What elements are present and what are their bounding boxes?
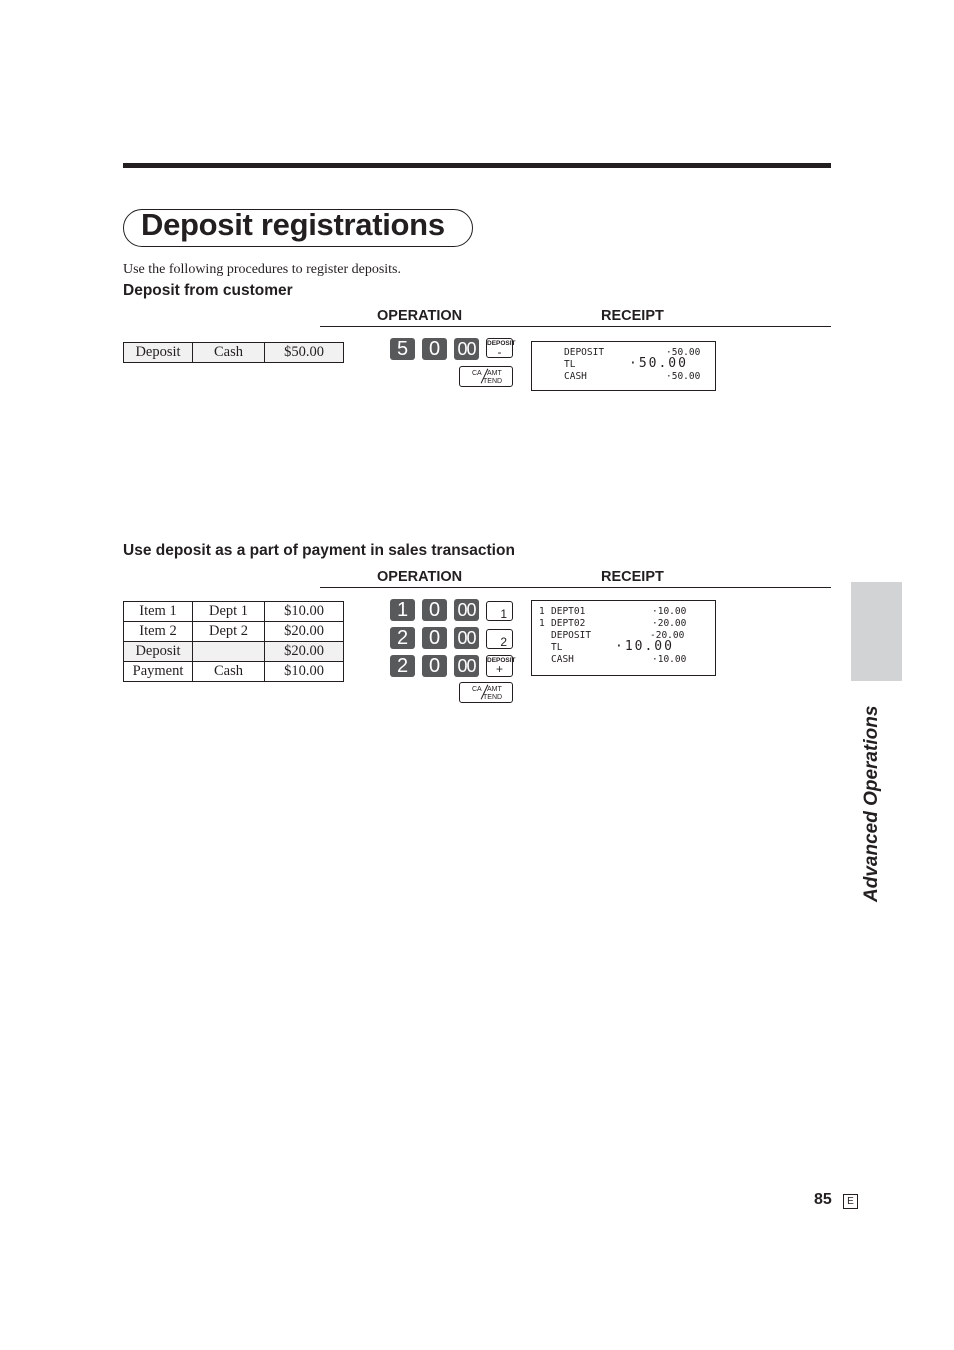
receipt-total-value: ·10.00 (615, 639, 674, 654)
receipt-value: ·50.00 (666, 347, 701, 358)
key-label: AMT (487, 686, 502, 693)
table-cell: Item 2 (124, 622, 193, 642)
key-0[interactable]: 0 (422, 599, 447, 621)
receipt-total-value: ·50.00 (629, 356, 688, 371)
receipt-label: DEPT02 (551, 618, 586, 629)
key-0[interactable]: 0 (422, 338, 447, 360)
key-symbol: + (495, 662, 503, 676)
section1-receipt (531, 341, 716, 391)
receipt-label: TL (564, 359, 576, 370)
receipt-label: DEPOSIT (564, 347, 605, 358)
receipt-label: CASH (564, 371, 587, 382)
key-label: TEND (483, 694, 503, 701)
table-row (124, 662, 344, 682)
table-cell: Dept 2 (193, 622, 265, 642)
table-cell: $10.00 (265, 602, 344, 622)
section1-heading: Deposit from customer (123, 282, 293, 299)
table-cell (193, 642, 265, 662)
section2-rule (320, 587, 831, 588)
top-rule (123, 163, 831, 168)
section2-table (123, 601, 344, 682)
ca-amt-tend-key[interactable] (459, 366, 513, 387)
key-00[interactable]: 00 (454, 627, 479, 649)
page-number: 85 (814, 1191, 832, 1208)
key-0[interactable]: 0 (422, 655, 447, 677)
deposit-minus-key[interactable] (486, 338, 516, 359)
receipt-value: ·10.00 (652, 654, 687, 665)
side-section-label: Advanced Operations (861, 705, 882, 902)
key-00[interactable]: 00 (454, 599, 479, 621)
receipt-value: ·20.00 (652, 618, 687, 629)
key-0[interactable]: 0 (422, 627, 447, 649)
table-row (124, 602, 344, 622)
receipt-label: DEPT01 (551, 606, 586, 617)
receipt-value: ·50.00 (666, 371, 701, 382)
section1-table (123, 342, 344, 363)
dept-2-key[interactable] (486, 629, 513, 649)
key-1[interactable]: 1 (390, 599, 415, 621)
key-2[interactable]: 2 (390, 627, 415, 649)
table-cell: Dept 1 (193, 602, 265, 622)
key-5[interactable]: 5 (390, 338, 415, 360)
section1-operation-label: OPERATION (377, 308, 463, 324)
table-cell: Item 1 (124, 602, 193, 622)
receipt-label: TL (551, 642, 563, 653)
side-tab (851, 582, 902, 681)
receipt-qty: 1 (539, 606, 545, 617)
key-label: TEND (483, 378, 503, 385)
section1-receipt-label: RECEIPT (601, 308, 664, 324)
receipt-label: CASH (551, 654, 574, 665)
key-label: 1 (500, 607, 507, 621)
intro-text: Use the following procedures to register deposits. (123, 262, 401, 277)
receipt-qty: 1 (539, 618, 545, 629)
section2-receipt (531, 600, 716, 676)
key-00[interactable]: 00 (454, 655, 479, 677)
table-cell: $20.00 (265, 622, 344, 642)
key-label: CA (472, 370, 482, 377)
table-cell: $10.00 (265, 662, 344, 682)
table-cell: Cash (193, 662, 265, 682)
dept-1-key[interactable] (486, 601, 513, 621)
table-cell: Deposit (124, 343, 193, 363)
key-2[interactable]: 2 (390, 655, 415, 677)
section2-heading: Use deposit as a part of payment in sales transaction (123, 542, 515, 559)
key-label: AMT (487, 370, 502, 377)
page-title: Deposit registrations (141, 207, 445, 242)
receipt-value: -20.00 (650, 630, 685, 641)
section2-receipt-label: RECEIPT (601, 569, 664, 585)
table-row (124, 642, 344, 662)
table-cell: Deposit (124, 642, 193, 662)
table-cell: $20.00 (265, 642, 344, 662)
receipt-label: DEPOSIT (551, 630, 592, 641)
table-row (124, 622, 344, 642)
table-cell: Cash (193, 343, 265, 363)
key-label: 2 (500, 635, 507, 649)
key-label: DEPOSIT (487, 657, 516, 664)
section2-operation-label: OPERATION (377, 569, 463, 585)
key-label: CA (472, 686, 482, 693)
key-symbol: - (497, 345, 502, 359)
ca-amt-tend-key[interactable] (459, 682, 513, 703)
table-row (124, 343, 344, 363)
section1-rule (320, 326, 831, 327)
receipt-value: ·10.00 (652, 606, 687, 617)
deposit-plus-key[interactable] (486, 655, 516, 677)
key-00[interactable]: 00 (454, 338, 479, 360)
table-cell: Payment (124, 662, 193, 682)
table-cell: $50.00 (265, 343, 344, 363)
key-label: DEPOSIT (487, 340, 516, 347)
language-badge: E (843, 1194, 858, 1209)
